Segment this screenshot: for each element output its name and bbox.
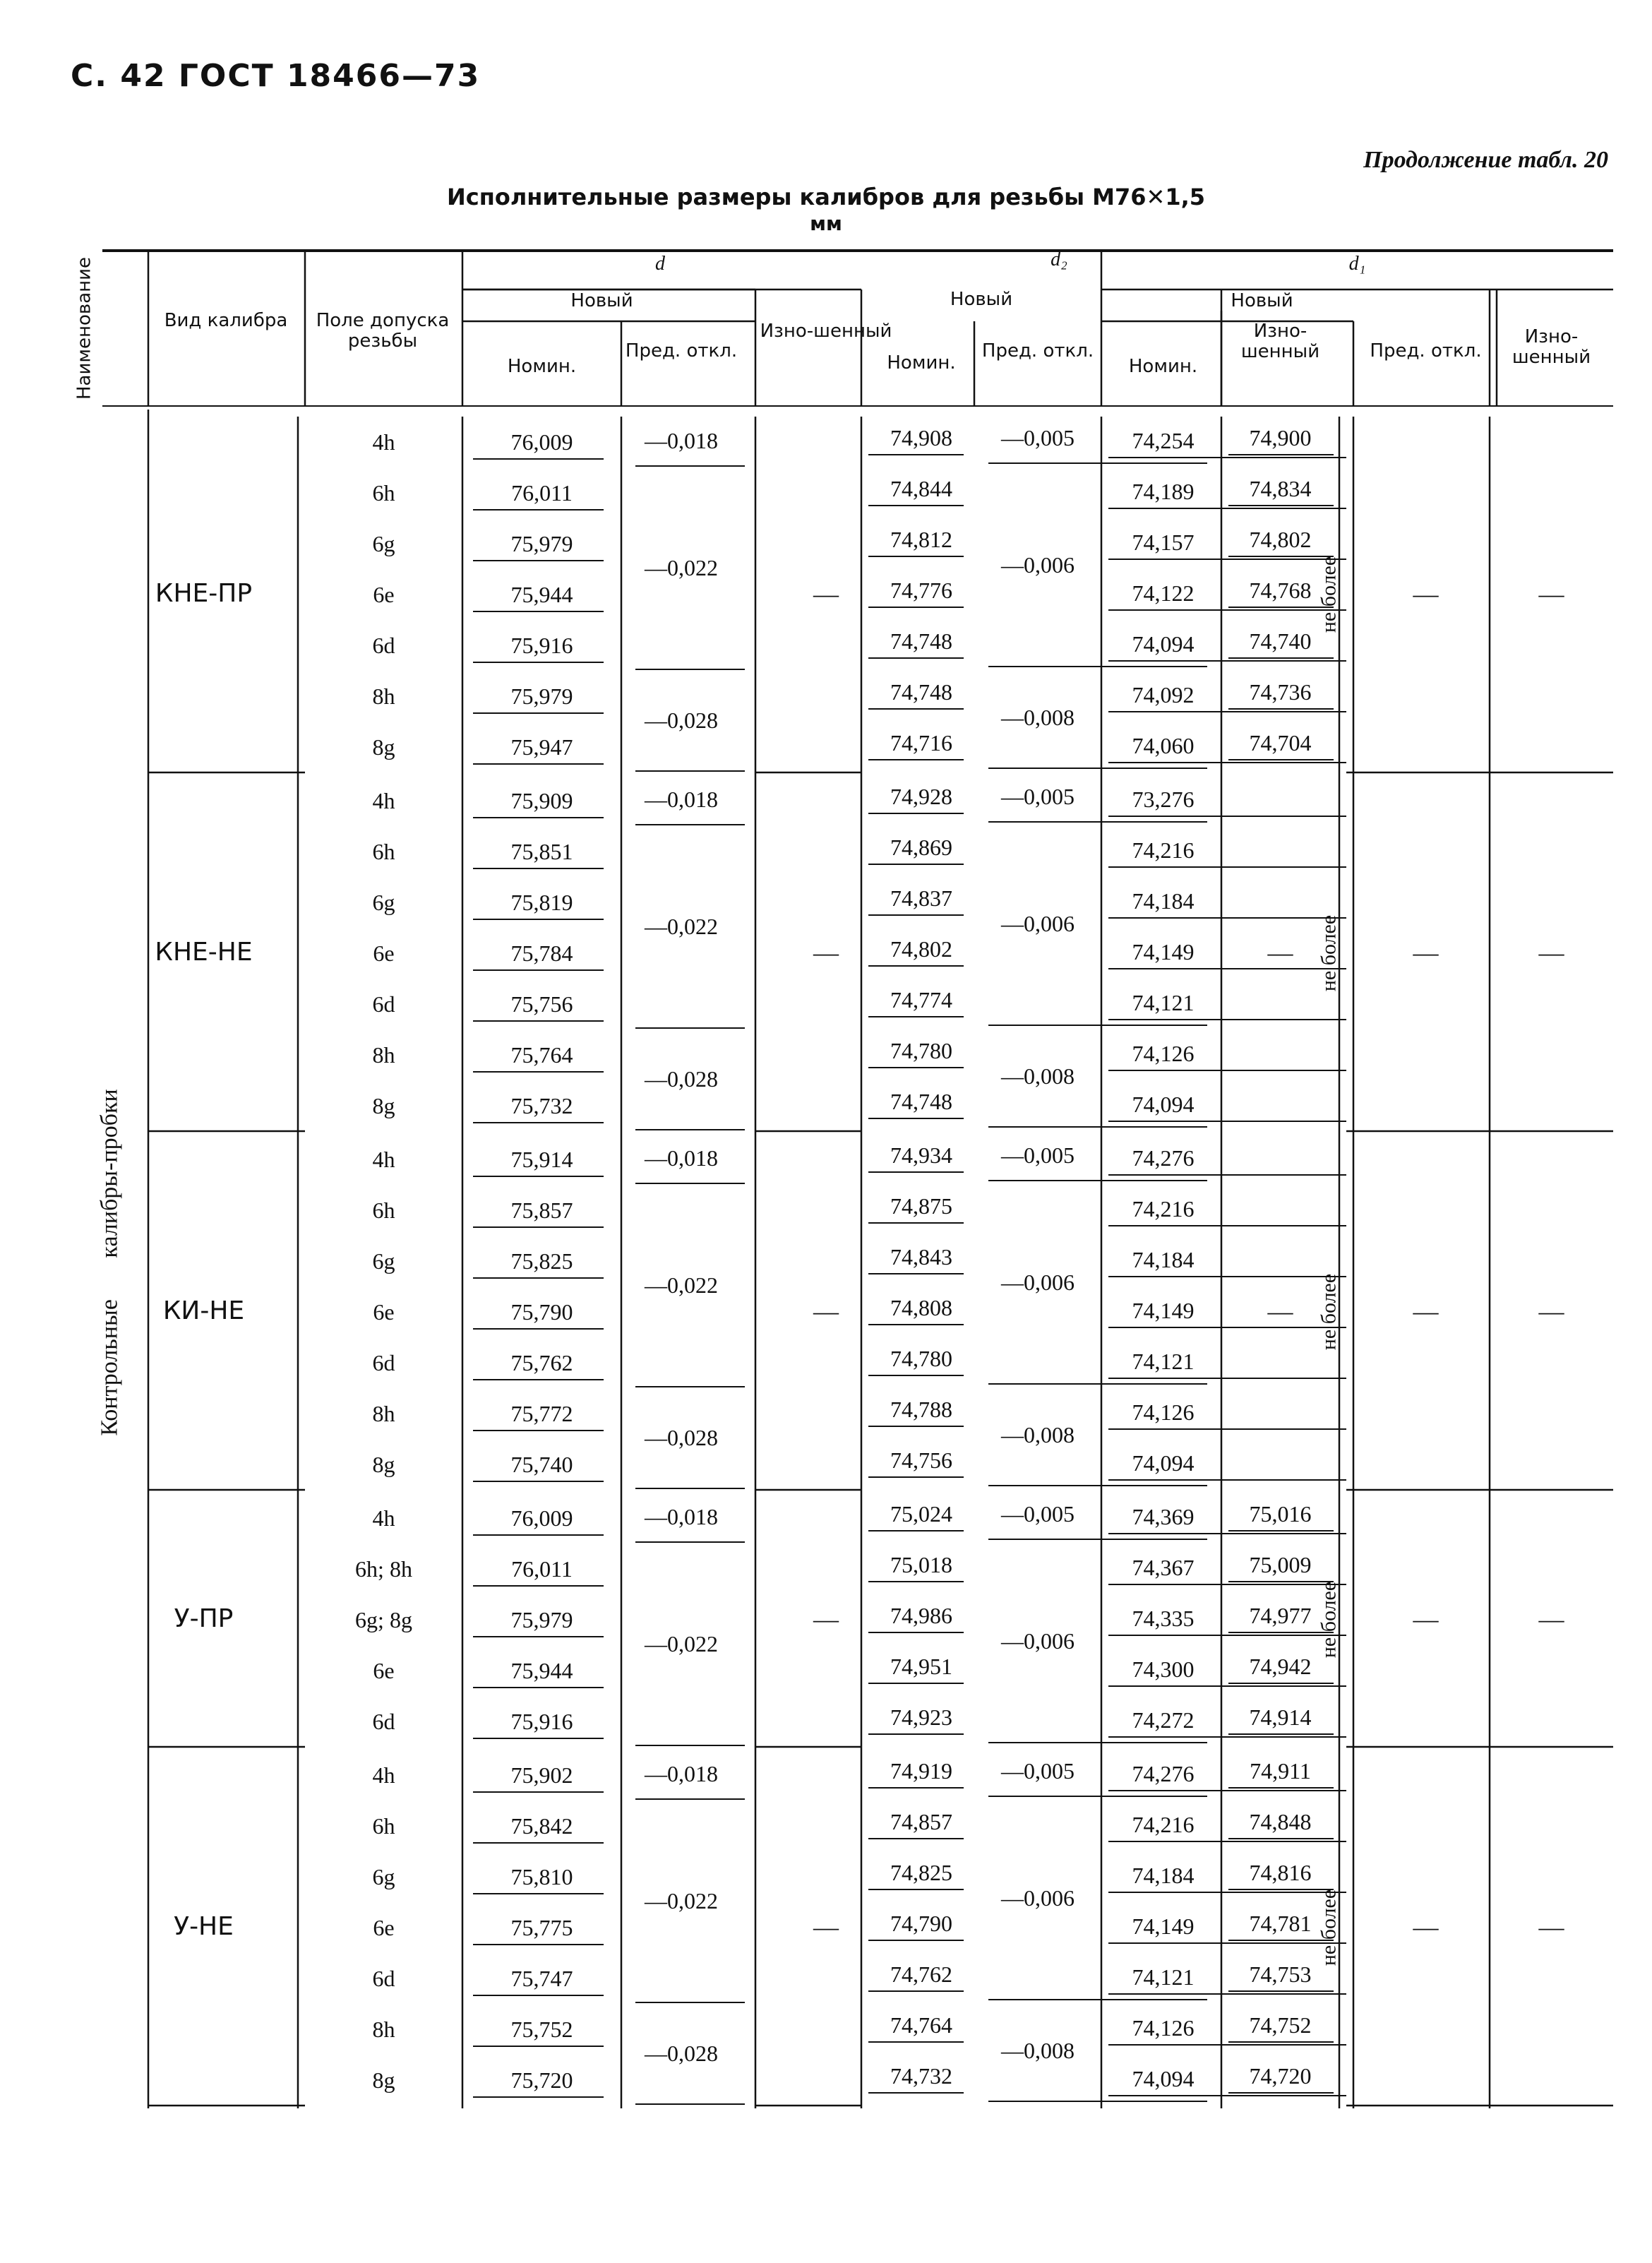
d1-nominal-cell: 74,121: [1132, 1964, 1195, 1990]
d1-nominal-cell: 74,149: [1132, 1298, 1195, 1323]
tolerance-cell: 8h: [372, 2017, 395, 2042]
d2-deviation-cell: —0,008: [1001, 2038, 1075, 2063]
d1-nominal-cell: 74,184: [1132, 1863, 1195, 1888]
d2-worn-cell: 74,802: [1249, 527, 1312, 552]
d-nominal-cell: 75,979: [510, 531, 573, 556]
d1-not-more-label: не более: [1317, 1581, 1341, 1659]
d-deviation-cell: —0,018: [645, 1504, 718, 1529]
d-nominal-cell: 75,825: [510, 1248, 573, 1274]
d1-nominal-cell: 74,276: [1132, 1761, 1195, 1786]
d2-nominal-cell: 74,844: [890, 476, 952, 501]
tolerance-cell: 8g: [372, 734, 395, 760]
gauge-name: У-ПР: [174, 1604, 234, 1633]
d2-nominal-cell: 74,857: [890, 1809, 952, 1834]
d2-nominal-cell: 74,780: [890, 1038, 952, 1063]
d-nominal-cell: 75,842: [510, 1813, 573, 1839]
tolerance-cell: 8g: [372, 1093, 395, 1118]
d1-nominal-cell: 74,367: [1132, 1555, 1195, 1580]
d2-worn-cell: 74,848: [1249, 1809, 1312, 1834]
d2-nominal-cell: 75,024: [890, 1501, 952, 1527]
d2-deviation-cell: —0,005: [1001, 784, 1075, 809]
tolerance-cell: 6g: [372, 890, 395, 915]
d2-nominal-cell: 74,762: [890, 1962, 952, 1987]
tolerance-cell: 4h: [372, 1505, 395, 1531]
tolerance-cell: 4h: [372, 788, 395, 813]
d-nominal-cell: 75,790: [510, 1299, 573, 1325]
d1-worn2-dash: —: [1538, 1297, 1564, 1325]
d2-worn-cell: 74,720: [1249, 2063, 1312, 2089]
header-d: d: [655, 253, 665, 275]
d-nominal-cell: 75,916: [510, 633, 573, 658]
tolerance-cell: 6e: [373, 582, 395, 607]
d-nominal-cell: 75,747: [510, 1966, 573, 1991]
d-nominal-cell: 75,775: [510, 1915, 573, 1940]
d1-nominal-cell: 74,094: [1132, 1092, 1195, 1117]
d-nominal-cell: 75,784: [510, 941, 573, 966]
d1-nominal-cell: 74,184: [1132, 1247, 1195, 1272]
table-units: мм: [810, 212, 842, 235]
d-nominal-cell: 75,944: [510, 1658, 573, 1683]
d2-nominal-cell: 74,790: [890, 1911, 952, 1936]
d-nominal-cell: 75,851: [510, 839, 573, 864]
gauge-name: У-НЕ: [174, 1912, 234, 1941]
tolerance-cell: 6h: [372, 839, 395, 864]
d1-worn-dash: —: [1413, 580, 1439, 608]
d-nominal-cell: 75,756: [510, 991, 573, 1017]
d2-worn-cell: 74,768: [1249, 578, 1312, 603]
d2-worn-cell: 74,736: [1249, 679, 1312, 705]
d1-worn-dash: —: [1413, 938, 1439, 967]
header-d-deviation: Пред. откл.: [625, 340, 738, 362]
d2-worn-dash: —: [1267, 1297, 1293, 1325]
tolerance-cell: 6h: [372, 480, 395, 506]
d-deviation-cell: —0,022: [645, 1888, 718, 1913]
d2-deviation-cell: —0,005: [1001, 1142, 1075, 1168]
d-nominal-cell: 75,916: [510, 1709, 573, 1734]
d-nominal-cell: 75,909: [510, 788, 573, 813]
header-d2-deviation: Пред. откл.: [981, 340, 1094, 362]
header-d1-worn: Изно-шенный: [1512, 326, 1591, 368]
d1-not-more-label: не более: [1317, 1273, 1341, 1351]
d2-nominal-cell: 74,812: [890, 527, 952, 552]
d2-worn-cell: 74,704: [1249, 730, 1312, 756]
d1-nominal-cell: 74,092: [1132, 682, 1195, 707]
d2-nominal-cell: 74,756: [890, 1447, 952, 1473]
d-deviation-cell: —0,018: [645, 787, 718, 812]
d2-nominal-cell: 74,875: [890, 1193, 952, 1219]
d2-nominal-cell: 74,986: [890, 1603, 952, 1628]
d-worn-dash: —: [813, 580, 839, 608]
d-nominal-cell: 75,944: [510, 582, 573, 607]
d2-nominal-cell: 74,928: [890, 784, 952, 809]
d1-nominal-cell: 74,216: [1132, 1196, 1195, 1222]
d2-nominal-cell: 74,716: [890, 730, 952, 756]
header-d-nominal: Номин.: [507, 356, 577, 377]
tolerance-cell: 6h; 8h: [355, 1556, 412, 1582]
d2-deviation-cell: —0,006: [1001, 1628, 1075, 1654]
d2-nominal-cell: 74,837: [890, 885, 952, 911]
d-nominal-cell: 75,762: [510, 1350, 573, 1375]
tolerance-cell: 6d: [372, 991, 395, 1017]
d-nominal-cell: 75,752: [510, 2017, 573, 2042]
header-d2-nominal: Номин.: [887, 352, 956, 374]
d-deviation-cell: —0,018: [645, 428, 718, 453]
tolerance-cell: 4h: [372, 1147, 395, 1172]
d2-worn-cell: 74,900: [1249, 425, 1312, 450]
header-d2-worn: Изно-шенный: [1240, 321, 1320, 362]
d2-deviation-cell: —0,008: [1001, 705, 1075, 730]
d1-nominal-cell: 74,216: [1132, 837, 1195, 863]
d1-nominal-cell: 74,369: [1132, 1504, 1195, 1529]
header-d-new: Новый: [570, 290, 633, 311]
d2-nominal-cell: 74,748: [890, 1089, 952, 1114]
d-nominal-cell: 75,740: [510, 1452, 573, 1477]
d-deviation-cell: —0,022: [645, 1631, 718, 1656]
tolerance-cell: 8h: [372, 1401, 395, 1426]
d2-nominal-cell: 74,732: [890, 2063, 952, 2089]
d2-nominal-cell: 74,748: [890, 628, 952, 654]
d2-nominal-cell: 74,951: [890, 1654, 952, 1679]
d2-nominal-cell: 74,843: [890, 1244, 952, 1270]
d-deviation-cell: —0,022: [645, 914, 718, 939]
gauge-name: КНЕ-НЕ: [155, 938, 253, 967]
d2-nominal-cell: 74,776: [890, 578, 952, 603]
d1-nominal-cell: 74,094: [1132, 631, 1195, 657]
d1-nominal-cell: 74,272: [1132, 1707, 1195, 1733]
d1-nominal-cell: 74,126: [1132, 1041, 1195, 1066]
d1-nominal-cell: 74,216: [1132, 1812, 1195, 1837]
tolerance-cell: 8g: [372, 2067, 395, 2093]
d2-worn-cell: 74,781: [1249, 1911, 1312, 1936]
d-worn-dash: —: [813, 1913, 839, 1941]
d2-deviation-cell: —0,005: [1001, 1758, 1075, 1784]
d1-nominal-cell: 74,094: [1132, 1450, 1195, 1476]
d-worn-dash: —: [813, 938, 839, 967]
d1-worn-dash: —: [1413, 1297, 1439, 1325]
d2-nominal-cell: 74,802: [890, 936, 952, 962]
tolerance-cell: 6g: [372, 1248, 395, 1274]
d2-worn-dash: —: [1267, 938, 1293, 967]
d2-worn-cell: 74,911: [1250, 1758, 1311, 1784]
d-deviation-cell: —0,028: [645, 2041, 718, 2066]
d1-worn2-dash: —: [1538, 938, 1564, 967]
d2-deviation-cell: —0,008: [1001, 1422, 1075, 1447]
d2-nominal-cell: 74,919: [890, 1758, 952, 1784]
d2-nominal-cell: 75,018: [890, 1552, 952, 1577]
header-name: Наименование: [73, 256, 95, 400]
gauge-name: КИ-НЕ: [162, 1296, 245, 1325]
d1-nominal-cell: 74,335: [1132, 1606, 1195, 1631]
d2-nominal-cell: 74,934: [890, 1142, 952, 1168]
tolerance-cell: 6e: [373, 941, 395, 966]
d2-nominal-cell: 74,764: [890, 2012, 952, 2038]
d1-nominal-cell: 73,276: [1132, 787, 1195, 812]
d2-nominal-cell: 74,780: [890, 1346, 952, 1371]
d-nominal-cell: 75,902: [510, 1762, 573, 1788]
d2-worn-cell: 75,016: [1249, 1501, 1312, 1527]
d1-nominal-cell: 74,094: [1132, 2066, 1195, 2091]
d1-nominal-cell: 74,126: [1132, 2015, 1195, 2041]
d1-nominal-cell: 74,122: [1132, 580, 1195, 606]
tolerance-cell: 6g; 8g: [355, 1607, 412, 1632]
d-nominal-cell: 76,011: [511, 1556, 573, 1582]
header-d2: d₂: [1051, 249, 1067, 270]
d-worn-dash: —: [813, 1605, 839, 1633]
d-nominal-cell: 75,979: [510, 1607, 573, 1632]
d1-worn2-dash: —: [1538, 1913, 1564, 1941]
d1-nominal-cell: 74,276: [1132, 1145, 1195, 1171]
gauge-name: КНЕ-ПР: [155, 579, 253, 608]
d-deviation-cell: —0,018: [645, 1761, 718, 1786]
d1-nominal-cell: 74,126: [1132, 1399, 1195, 1425]
d-deviation-cell: —0,022: [645, 1272, 718, 1298]
d2-nominal-cell: 74,774: [890, 987, 952, 1013]
d2-worn-cell: 74,740: [1249, 628, 1312, 654]
d1-worn2-dash: —: [1538, 1605, 1564, 1633]
tolerance-cell: 6g: [372, 1864, 395, 1889]
tolerance-cell: 8h: [372, 1042, 395, 1068]
d2-deviation-cell: —0,006: [1001, 1885, 1075, 1911]
d2-worn-cell: 74,834: [1249, 476, 1312, 501]
table-title: Исполнительные размеры калибров для резьбы М76✕1,5: [446, 184, 1206, 210]
d1-nominal-cell: 74,300: [1132, 1656, 1195, 1682]
d1-nominal-cell: 74,121: [1132, 1349, 1195, 1374]
d2-deviation-cell: —0,006: [1001, 911, 1075, 936]
tolerance-cell: 6e: [373, 1658, 395, 1683]
d-nominal-cell: 76,009: [510, 1505, 573, 1531]
tolerance-cell: 6d: [372, 1966, 395, 1991]
header-d1-deviation: Пред. откл.: [1370, 340, 1482, 362]
d2-nominal-cell: 74,825: [890, 1860, 952, 1885]
d2-nominal-cell: 74,869: [890, 835, 952, 860]
tolerance-cell: 6e: [373, 1915, 395, 1940]
d-nominal-cell: 75,979: [510, 683, 573, 709]
header-kind: Вид калибра: [164, 310, 288, 331]
d-nominal-cell: 75,720: [510, 2067, 573, 2093]
d2-worn-cell: 75,009: [1249, 1552, 1312, 1577]
d1-nominal-cell: 74,060: [1132, 733, 1195, 758]
d2-worn-cell: 74,977: [1249, 1603, 1312, 1628]
d-deviation-cell: —0,028: [645, 707, 718, 733]
tolerance-cell: 6d: [372, 1350, 395, 1375]
row-category-label: Контрольные калибры-пробки: [96, 1089, 123, 1436]
d2-nominal-cell: 74,808: [890, 1295, 952, 1320]
d1-worn-dash: —: [1413, 1605, 1439, 1633]
d1-nominal-cell: 74,149: [1132, 939, 1195, 965]
d2-deviation-cell: —0,005: [1001, 425, 1075, 450]
header-d1-new: Новый: [1231, 290, 1293, 311]
tolerance-cell: 6g: [372, 531, 395, 556]
d1-not-more-label: не более: [1317, 556, 1341, 633]
page-header: С. 42 ГОСТ 18466—73: [71, 58, 481, 94]
d2-worn-cell: 74,753: [1249, 1962, 1312, 1987]
d-deviation-cell: —0,028: [645, 1425, 718, 1450]
d-deviation-cell: —0,022: [645, 555, 718, 580]
tolerance-cell: 8g: [372, 1452, 395, 1477]
d-nominal-cell: 75,772: [510, 1401, 573, 1426]
d1-worn2-dash: —: [1538, 580, 1564, 608]
header-tolerance: Поле допуска резьбы: [316, 310, 450, 352]
d2-nominal-cell: 74,788: [890, 1397, 952, 1422]
continuation-label: Продолжение табл. 20: [1363, 147, 1608, 173]
d-deviation-cell: —0,018: [645, 1145, 718, 1171]
d-deviation-cell: —0,028: [645, 1066, 718, 1092]
header-d2-new: Новый: [950, 289, 1013, 310]
d1-nominal-cell: 74,184: [1132, 888, 1195, 914]
header-d-worn: Изно-шенный: [760, 321, 892, 342]
tolerance-cell: 6d: [372, 1709, 395, 1734]
tolerance-cell: 4h: [372, 1762, 395, 1788]
header-d1: d₁: [1348, 253, 1366, 275]
tolerance-cell: 6h: [372, 1813, 395, 1839]
d-nominal-cell: 75,732: [510, 1093, 573, 1118]
d2-deviation-cell: —0,008: [1001, 1063, 1075, 1089]
d-worn-dash: —: [813, 1297, 839, 1325]
tolerance-cell: 4h: [372, 429, 395, 455]
d1-nominal-cell: 74,121: [1132, 990, 1195, 1015]
d2-worn-cell: 74,914: [1249, 1704, 1312, 1730]
d-nominal-cell: 75,764: [510, 1042, 573, 1068]
d1-nominal-cell: 74,157: [1132, 530, 1195, 555]
d2-deviation-cell: —0,005: [1001, 1501, 1075, 1527]
d-nominal-cell: 75,857: [510, 1198, 573, 1223]
d-nominal-cell: 76,011: [511, 480, 573, 506]
d-nominal-cell: 75,947: [510, 734, 573, 760]
header-d1-nominal: Номин.: [1128, 356, 1198, 377]
tolerance-cell: 6d: [372, 633, 395, 658]
tolerance-cell: 6e: [373, 1299, 395, 1325]
d2-worn-cell: 74,752: [1249, 2012, 1312, 2038]
d2-deviation-cell: —0,006: [1001, 552, 1075, 578]
d2-nominal-cell: 74,923: [890, 1704, 952, 1730]
d2-nominal-cell: 74,908: [890, 425, 952, 450]
d2-worn-cell: 74,816: [1249, 1860, 1312, 1885]
tolerance-cell: 6h: [372, 1198, 395, 1223]
d-nominal-cell: 75,819: [510, 890, 573, 915]
d1-nominal-cell: 74,149: [1132, 1913, 1195, 1939]
d2-deviation-cell: —0,006: [1001, 1270, 1075, 1295]
d-nominal-cell: 76,009: [510, 429, 573, 455]
d-nominal-cell: 75,810: [510, 1864, 573, 1889]
d1-worn-dash: —: [1413, 1913, 1439, 1941]
d-nominal-cell: 75,914: [510, 1147, 573, 1172]
tolerance-cell: 8h: [372, 683, 395, 709]
d1-nominal-cell: 74,189: [1132, 479, 1195, 504]
d2-worn-cell: 74,942: [1249, 1654, 1312, 1679]
d1-not-more-label: не более: [1317, 1889, 1341, 1966]
d1-nominal-cell: 74,254: [1132, 428, 1195, 453]
d1-not-more-label: не более: [1317, 914, 1341, 992]
d2-nominal-cell: 74,748: [890, 679, 952, 705]
